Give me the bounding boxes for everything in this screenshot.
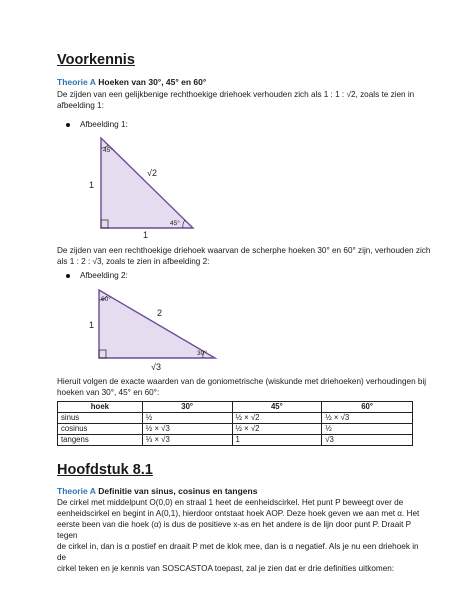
theory-label: Theorie A [57, 486, 96, 496]
theory-title: Definitie van sinus, cosinus en tangens [98, 486, 258, 496]
side-label-bottom: 1 [143, 230, 149, 238]
table-header-cell: 30° [142, 402, 232, 413]
table-cell: √3 [322, 435, 413, 446]
table-header-row [58, 402, 413, 413]
theory-label: Theorie A [57, 77, 96, 87]
table-cell: cosinus [58, 424, 143, 435]
table-cell: 1 [232, 435, 322, 446]
table-cell: ½ × √3 [322, 413, 413, 424]
paragraph-4 [57, 497, 427, 574]
side-label-left: 1 [89, 320, 95, 330]
table-cell: ½ × √2 [232, 424, 322, 435]
figure-2-triangle [85, 282, 225, 372]
paragraph-line: de cirkel in, dan is α postief en draait P met de klok mee, dan is α negatief. Als je nu een driehoek in de [57, 542, 419, 562]
table-row [58, 424, 413, 435]
paragraph-line: afbeelding 1: [57, 101, 104, 110]
angle-label-top: 45° [103, 147, 113, 154]
paragraph-line: eerste been van die hoek (α) is dus de positieve x-as en het andere is de lijn door punt P. Draait P tegen [57, 520, 411, 540]
paragraph-line: De cirkel met middelpunt O(0,0) en straal 1 heet de eenheidscirkel. Het punt P beweegt over de [57, 498, 404, 507]
table-row [58, 413, 413, 424]
table-header-cell: 60° [322, 402, 413, 413]
bullet-item [66, 120, 128, 129]
table-cell: tangens [58, 435, 143, 446]
bullet-icon [66, 274, 70, 278]
paragraph-line: eenheidscirkel en begint in A(0,1), hierdoor ontstaat hoek AOP. Deze hoek geven we aan met α. Het [57, 509, 420, 518]
section-title [57, 77, 206, 87]
bullet-label: Afbeelding 2: [80, 271, 128, 280]
triangle-shape [99, 290, 215, 358]
page-heading: Voorkennis [57, 52, 135, 68]
paragraph-line: De zijden van een rechthoekige driehoek waarvan de scherphe hoeken 30° en 60° zijn, verhouden zich [57, 246, 431, 255]
side-label-bottom: √3 [151, 362, 161, 372]
paragraph-line: cirkel teken en je kennis van SOSCASTOA toepast, zal je zien dat er drie definities uitkomen: [57, 564, 395, 573]
paragraph-line: als 1 : 2 : √3, zoals te zien in afbeelding 2: [57, 257, 210, 266]
table-header-cell: hoek [58, 402, 143, 413]
figure-1-triangle [85, 132, 205, 238]
chapter-heading: Hoofdstuk 8.1 [57, 462, 153, 478]
angle-label-right: 45° [170, 220, 180, 227]
section-title [57, 486, 257, 496]
table-row [58, 435, 413, 446]
paragraph-3 [57, 376, 426, 398]
paragraph-line: Hieruit volgen de exacte waarden van de goniometrische (wiskunde met driehoeken) verhoudingen bij [57, 377, 427, 386]
paragraph-2 [57, 245, 430, 267]
bullet-label: Afbeelding 1: [80, 120, 128, 129]
table-header-cell: 45° [232, 402, 322, 413]
side-label-hypotenuse: 2 [157, 308, 163, 318]
table-cell: ½ [142, 413, 232, 424]
exact-values-table [57, 401, 413, 446]
table-cell: ½ × √2 [232, 413, 322, 424]
theory-title: Hoeken van 30°, 45° en 60° [98, 77, 207, 87]
paragraph-line: De zijden van een gelijkbenige rechthoekige driehoek verhouden zich als 1 : 1 : √2, zoals te zien in [57, 90, 415, 99]
angle-label-right: 30° [197, 350, 207, 357]
table-cell: ½ × √3 [142, 424, 232, 435]
triangle-shape [101, 138, 193, 228]
table-cell: ⅓ × √3 [142, 435, 232, 446]
side-label-left: 1 [89, 180, 95, 190]
paragraph-line: hoeken van 30°, 45° en 60°: [57, 388, 160, 397]
bullet-icon [66, 123, 70, 127]
bullet-item [66, 271, 128, 280]
angle-label-top: 60° [101, 296, 111, 303]
paragraph-1 [57, 89, 414, 111]
side-label-hypotenuse: √2 [147, 168, 157, 178]
table-cell: sinus [58, 413, 143, 424]
table-cell: ½ [322, 424, 413, 435]
